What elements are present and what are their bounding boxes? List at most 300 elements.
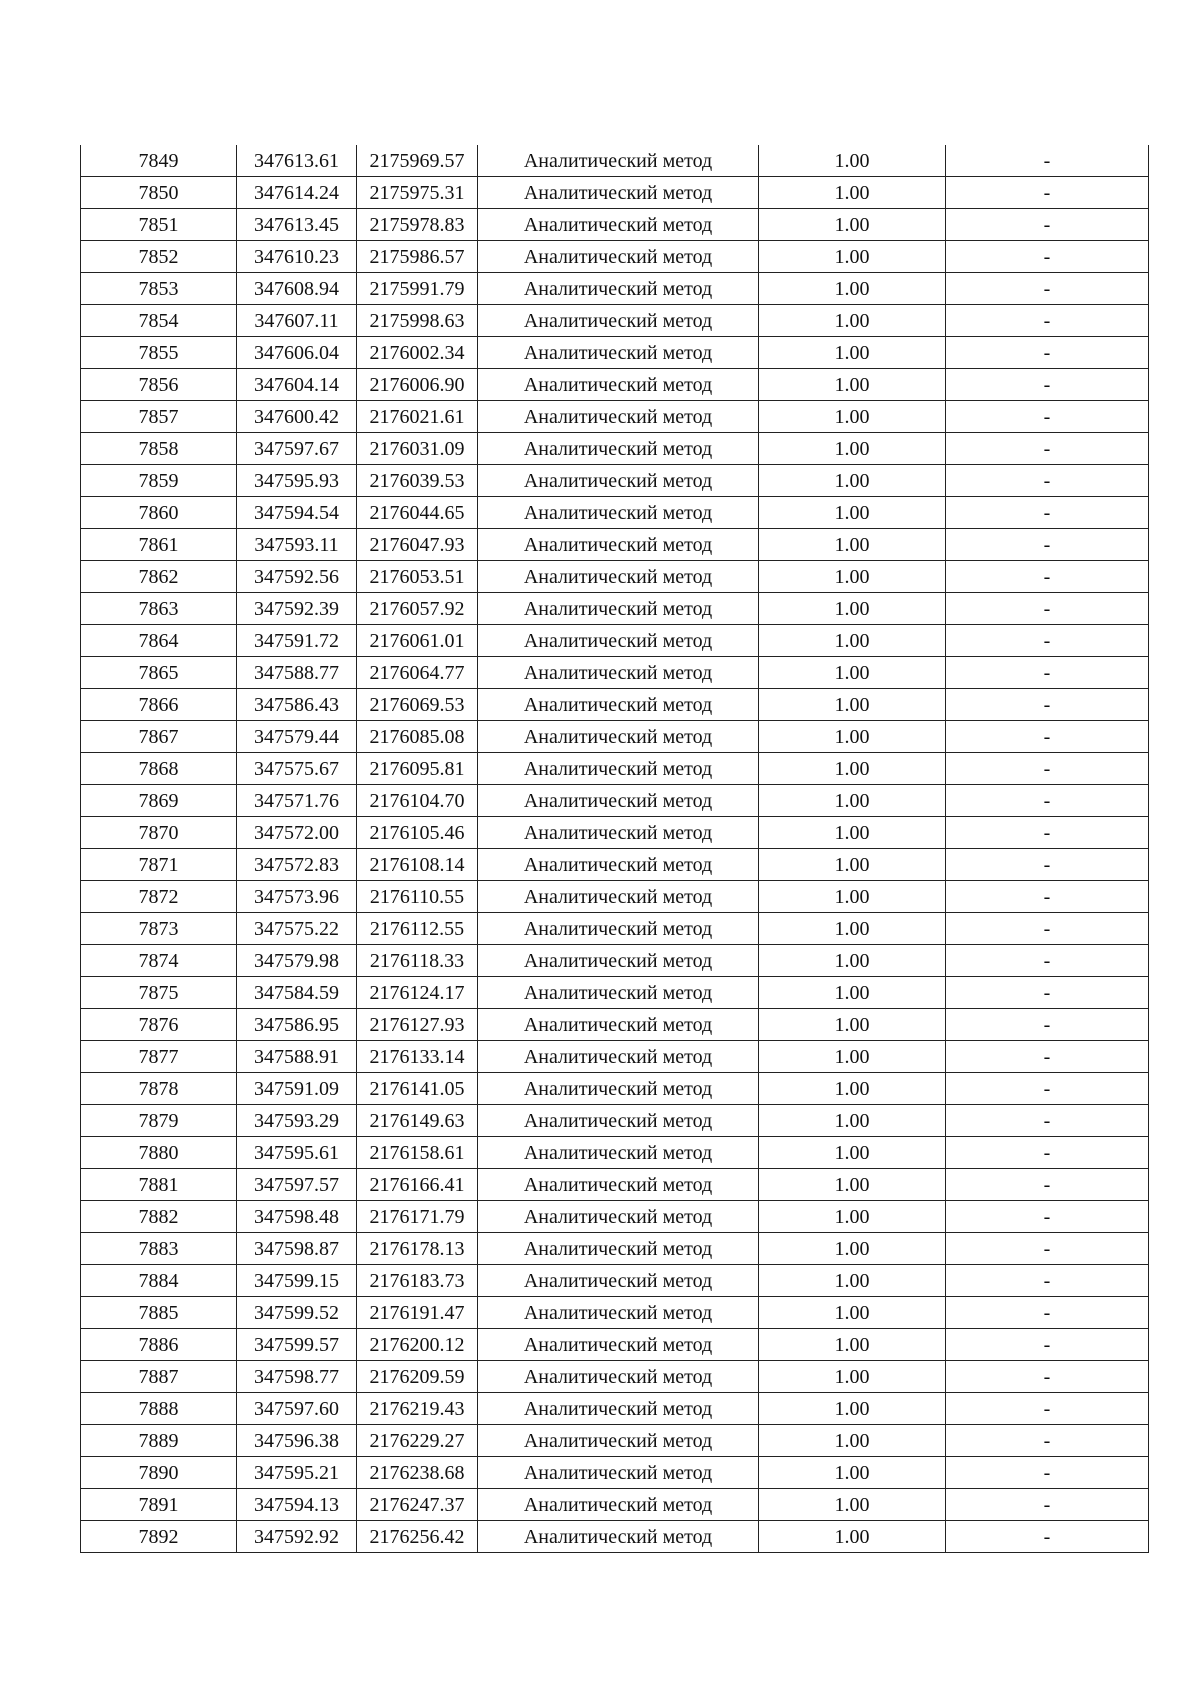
- note-cell: -: [946, 1393, 1149, 1425]
- note-cell: -: [946, 241, 1149, 273]
- y-coordinate-cell: 2176085.08: [357, 721, 478, 753]
- x-coordinate-cell: 347595.21: [237, 1457, 357, 1489]
- point-number-cell: 7887: [81, 1361, 237, 1393]
- point-number-cell: 7880: [81, 1137, 237, 1169]
- y-coordinate-cell: 2176171.79: [357, 1201, 478, 1233]
- table-row: [81, 1009, 1149, 1041]
- point-number-cell: 7874: [81, 945, 237, 977]
- method-cell: Аналитический метод: [478, 689, 759, 721]
- method-cell: Аналитический метод: [478, 1329, 759, 1361]
- point-number-cell: 7883: [81, 1233, 237, 1265]
- x-coordinate-cell: 347592.92: [237, 1521, 357, 1553]
- accuracy-cell: 1.00: [759, 337, 946, 369]
- method-cell: Аналитический метод: [478, 1233, 759, 1265]
- y-coordinate-cell: 2176256.42: [357, 1521, 478, 1553]
- table-row: [81, 1041, 1149, 1073]
- note-cell: -: [946, 1137, 1149, 1169]
- table-row: [81, 945, 1149, 977]
- method-cell: Аналитический метод: [478, 1521, 759, 1553]
- accuracy-cell: 1.00: [759, 497, 946, 529]
- y-coordinate-cell: 2176047.93: [357, 529, 478, 561]
- y-coordinate-cell: 2176064.77: [357, 657, 478, 689]
- table-row: [81, 177, 1149, 209]
- x-coordinate-cell: 347572.83: [237, 849, 357, 881]
- coordinates-table: [80, 145, 1149, 1553]
- accuracy-cell: 1.00: [759, 1425, 946, 1457]
- table-row: [81, 1457, 1149, 1489]
- method-cell: Аналитический метод: [478, 1265, 759, 1297]
- point-number-cell: 7856: [81, 369, 237, 401]
- point-number-cell: 7851: [81, 209, 237, 241]
- point-number-cell: 7860: [81, 497, 237, 529]
- point-number-cell: 7861: [81, 529, 237, 561]
- table-row: [81, 401, 1149, 433]
- note-cell: -: [946, 1233, 1149, 1265]
- table-row: [81, 433, 1149, 465]
- note-cell: -: [946, 529, 1149, 561]
- point-number-cell: 7885: [81, 1297, 237, 1329]
- accuracy-cell: 1.00: [759, 913, 946, 945]
- x-coordinate-cell: 347599.52: [237, 1297, 357, 1329]
- x-coordinate-cell: 347599.15: [237, 1265, 357, 1297]
- point-number-cell: 7876: [81, 1009, 237, 1041]
- x-coordinate-cell: 347595.93: [237, 465, 357, 497]
- method-cell: Аналитический метод: [478, 817, 759, 849]
- accuracy-cell: 1.00: [759, 241, 946, 273]
- note-cell: -: [946, 1105, 1149, 1137]
- x-coordinate-cell: 347598.48: [237, 1201, 357, 1233]
- method-cell: Аналитический метод: [478, 465, 759, 497]
- accuracy-cell: 1.00: [759, 657, 946, 689]
- y-coordinate-cell: 2176118.33: [357, 945, 478, 977]
- point-number-cell: 7881: [81, 1169, 237, 1201]
- table-row: [81, 1425, 1149, 1457]
- method-cell: Аналитический метод: [478, 1201, 759, 1233]
- method-cell: Аналитический метод: [478, 529, 759, 561]
- table-row: [81, 1265, 1149, 1297]
- y-coordinate-cell: 2176127.93: [357, 1009, 478, 1041]
- x-coordinate-cell: 347586.43: [237, 689, 357, 721]
- point-number-cell: 7882: [81, 1201, 237, 1233]
- x-coordinate-cell: 347598.77: [237, 1361, 357, 1393]
- x-coordinate-cell: 347607.11: [237, 305, 357, 337]
- table-row: [81, 561, 1149, 593]
- y-coordinate-cell: 2176149.63: [357, 1105, 478, 1137]
- note-cell: -: [946, 1521, 1149, 1553]
- method-cell: Аналитический метод: [478, 945, 759, 977]
- method-cell: Аналитический метод: [478, 657, 759, 689]
- method-cell: Аналитический метод: [478, 1393, 759, 1425]
- accuracy-cell: 1.00: [759, 209, 946, 241]
- x-coordinate-cell: 347610.23: [237, 241, 357, 273]
- accuracy-cell: 1.00: [759, 1009, 946, 1041]
- y-coordinate-cell: 2176200.12: [357, 1329, 478, 1361]
- note-cell: -: [946, 497, 1149, 529]
- table-row: [81, 721, 1149, 753]
- accuracy-cell: 1.00: [759, 785, 946, 817]
- accuracy-cell: 1.00: [759, 1105, 946, 1137]
- x-coordinate-cell: 347604.14: [237, 369, 357, 401]
- accuracy-cell: 1.00: [759, 273, 946, 305]
- point-number-cell: 7868: [81, 753, 237, 785]
- note-cell: -: [946, 913, 1149, 945]
- note-cell: -: [946, 657, 1149, 689]
- method-cell: Аналитический метод: [478, 1489, 759, 1521]
- note-cell: -: [946, 177, 1149, 209]
- x-coordinate-cell: 347588.77: [237, 657, 357, 689]
- point-number-cell: 7889: [81, 1425, 237, 1457]
- point-number-cell: 7867: [81, 721, 237, 753]
- accuracy-cell: 1.00: [759, 1041, 946, 1073]
- note-cell: -: [946, 1041, 1149, 1073]
- x-coordinate-cell: 347588.91: [237, 1041, 357, 1073]
- table-row: [81, 753, 1149, 785]
- accuracy-cell: 1.00: [759, 881, 946, 913]
- note-cell: -: [946, 1169, 1149, 1201]
- table-row: [81, 849, 1149, 881]
- x-coordinate-cell: 347575.67: [237, 753, 357, 785]
- accuracy-cell: 1.00: [759, 721, 946, 753]
- method-cell: Аналитический метод: [478, 1073, 759, 1105]
- accuracy-cell: 1.00: [759, 1361, 946, 1393]
- method-cell: Аналитический метод: [478, 753, 759, 785]
- x-coordinate-cell: 347579.98: [237, 945, 357, 977]
- y-coordinate-cell: 2176178.13: [357, 1233, 478, 1265]
- y-coordinate-cell: 2176141.05: [357, 1073, 478, 1105]
- x-coordinate-cell: 347592.56: [237, 561, 357, 593]
- note-cell: -: [946, 145, 1149, 177]
- y-coordinate-cell: 2176133.14: [357, 1041, 478, 1073]
- accuracy-cell: 1.00: [759, 1329, 946, 1361]
- method-cell: Аналитический метод: [478, 1297, 759, 1329]
- x-coordinate-cell: 347593.11: [237, 529, 357, 561]
- x-coordinate-cell: 347614.24: [237, 177, 357, 209]
- note-cell: -: [946, 945, 1149, 977]
- method-cell: Аналитический метод: [478, 401, 759, 433]
- point-number-cell: 7850: [81, 177, 237, 209]
- accuracy-cell: 1.00: [759, 1073, 946, 1105]
- table-row: [81, 1137, 1149, 1169]
- note-cell: -: [946, 689, 1149, 721]
- y-coordinate-cell: 2176247.37: [357, 1489, 478, 1521]
- note-cell: -: [946, 849, 1149, 881]
- point-number-cell: 7854: [81, 305, 237, 337]
- method-cell: Аналитический метод: [478, 1137, 759, 1169]
- note-cell: -: [946, 1073, 1149, 1105]
- method-cell: Аналитический метод: [478, 881, 759, 913]
- note-cell: -: [946, 273, 1149, 305]
- table-row: [81, 529, 1149, 561]
- x-coordinate-cell: 347593.29: [237, 1105, 357, 1137]
- note-cell: -: [946, 817, 1149, 849]
- y-coordinate-cell: 2176031.09: [357, 433, 478, 465]
- y-coordinate-cell: 2176238.68: [357, 1457, 478, 1489]
- y-coordinate-cell: 2176229.27: [357, 1425, 478, 1457]
- y-coordinate-cell: 2176044.65: [357, 497, 478, 529]
- table-row: [81, 977, 1149, 1009]
- x-coordinate-cell: 347597.60: [237, 1393, 357, 1425]
- x-coordinate-cell: 347586.95: [237, 1009, 357, 1041]
- y-coordinate-cell: 2176053.51: [357, 561, 478, 593]
- y-coordinate-cell: 2176108.14: [357, 849, 478, 881]
- table-row: [81, 913, 1149, 945]
- note-cell: -: [946, 465, 1149, 497]
- point-number-cell: 7879: [81, 1105, 237, 1137]
- point-number-cell: 7873: [81, 913, 237, 945]
- x-coordinate-cell: 347606.04: [237, 337, 357, 369]
- point-number-cell: 7852: [81, 241, 237, 273]
- y-coordinate-cell: 2175975.31: [357, 177, 478, 209]
- y-coordinate-cell: 2176021.61: [357, 401, 478, 433]
- x-coordinate-cell: 347599.57: [237, 1329, 357, 1361]
- accuracy-cell: 1.00: [759, 529, 946, 561]
- note-cell: -: [946, 1425, 1149, 1457]
- table-row: [81, 465, 1149, 497]
- accuracy-cell: 1.00: [759, 145, 946, 177]
- table-row: [81, 1521, 1149, 1553]
- point-number-cell: 7858: [81, 433, 237, 465]
- table-row: [81, 1105, 1149, 1137]
- table-row: [81, 145, 1149, 177]
- y-coordinate-cell: 2176069.53: [357, 689, 478, 721]
- method-cell: Аналитический метод: [478, 1361, 759, 1393]
- accuracy-cell: 1.00: [759, 177, 946, 209]
- point-number-cell: 7869: [81, 785, 237, 817]
- y-coordinate-cell: 2176183.73: [357, 1265, 478, 1297]
- point-number-cell: 7863: [81, 593, 237, 625]
- note-cell: -: [946, 1361, 1149, 1393]
- accuracy-cell: 1.00: [759, 401, 946, 433]
- accuracy-cell: 1.00: [759, 1297, 946, 1329]
- method-cell: Аналитический метод: [478, 849, 759, 881]
- table-row: [81, 657, 1149, 689]
- note-cell: -: [946, 1457, 1149, 1489]
- table-row: [81, 209, 1149, 241]
- point-number-cell: 7891: [81, 1489, 237, 1521]
- point-number-cell: 7890: [81, 1457, 237, 1489]
- note-cell: -: [946, 305, 1149, 337]
- point-number-cell: 7877: [81, 1041, 237, 1073]
- method-cell: Аналитический метод: [478, 305, 759, 337]
- accuracy-cell: 1.00: [759, 465, 946, 497]
- table-row: [81, 1073, 1149, 1105]
- accuracy-cell: 1.00: [759, 1169, 946, 1201]
- point-number-cell: 7884: [81, 1265, 237, 1297]
- note-cell: -: [946, 1297, 1149, 1329]
- method-cell: Аналитический метод: [478, 721, 759, 753]
- x-coordinate-cell: 347572.00: [237, 817, 357, 849]
- method-cell: Аналитический метод: [478, 1425, 759, 1457]
- method-cell: Аналитический метод: [478, 1105, 759, 1137]
- x-coordinate-cell: 347591.72: [237, 625, 357, 657]
- accuracy-cell: 1.00: [759, 593, 946, 625]
- y-coordinate-cell: 2176166.41: [357, 1169, 478, 1201]
- point-number-cell: 7892: [81, 1521, 237, 1553]
- method-cell: Аналитический метод: [478, 1169, 759, 1201]
- x-coordinate-cell: 347600.42: [237, 401, 357, 433]
- table-row: [81, 1329, 1149, 1361]
- note-cell: -: [946, 1201, 1149, 1233]
- note-cell: -: [946, 209, 1149, 241]
- method-cell: Аналитический метод: [478, 273, 759, 305]
- accuracy-cell: 1.00: [759, 1265, 946, 1297]
- accuracy-cell: 1.00: [759, 849, 946, 881]
- accuracy-cell: 1.00: [759, 977, 946, 1009]
- point-number-cell: 7862: [81, 561, 237, 593]
- accuracy-cell: 1.00: [759, 1457, 946, 1489]
- x-coordinate-cell: 347613.61: [237, 145, 357, 177]
- accuracy-cell: 1.00: [759, 945, 946, 977]
- note-cell: -: [946, 785, 1149, 817]
- method-cell: Аналитический метод: [478, 177, 759, 209]
- y-coordinate-cell: 2176209.59: [357, 1361, 478, 1393]
- method-cell: Аналитический метод: [478, 977, 759, 1009]
- method-cell: Аналитический метод: [478, 625, 759, 657]
- x-coordinate-cell: 347584.59: [237, 977, 357, 1009]
- accuracy-cell: 1.00: [759, 561, 946, 593]
- x-coordinate-cell: 347597.57: [237, 1169, 357, 1201]
- table-row: [81, 1169, 1149, 1201]
- point-number-cell: 7853: [81, 273, 237, 305]
- x-coordinate-cell: 347594.13: [237, 1489, 357, 1521]
- note-cell: -: [946, 721, 1149, 753]
- note-cell: -: [946, 977, 1149, 1009]
- method-cell: Аналитический метод: [478, 497, 759, 529]
- table-row: [81, 593, 1149, 625]
- method-cell: Аналитический метод: [478, 369, 759, 401]
- accuracy-cell: 1.00: [759, 753, 946, 785]
- method-cell: Аналитический метод: [478, 241, 759, 273]
- note-cell: -: [946, 593, 1149, 625]
- y-coordinate-cell: 2176061.01: [357, 625, 478, 657]
- point-number-cell: 7878: [81, 1073, 237, 1105]
- table-row: [81, 369, 1149, 401]
- point-number-cell: 7855: [81, 337, 237, 369]
- y-coordinate-cell: 2175969.57: [357, 145, 478, 177]
- method-cell: Аналитический метод: [478, 433, 759, 465]
- method-cell: Аналитический метод: [478, 1009, 759, 1041]
- y-coordinate-cell: 2176105.46: [357, 817, 478, 849]
- point-number-cell: 7865: [81, 657, 237, 689]
- x-coordinate-cell: 347598.87: [237, 1233, 357, 1265]
- accuracy-cell: 1.00: [759, 817, 946, 849]
- x-coordinate-cell: 347613.45: [237, 209, 357, 241]
- note-cell: -: [946, 337, 1149, 369]
- table-row: [81, 1393, 1149, 1425]
- table-row: [81, 1489, 1149, 1521]
- note-cell: -: [946, 433, 1149, 465]
- y-coordinate-cell: 2175978.83: [357, 209, 478, 241]
- point-number-cell: 7857: [81, 401, 237, 433]
- x-coordinate-cell: 347591.09: [237, 1073, 357, 1105]
- table-row: [81, 689, 1149, 721]
- table-row: [81, 1233, 1149, 1265]
- table-row: [81, 817, 1149, 849]
- y-coordinate-cell: 2176124.17: [357, 977, 478, 1009]
- method-cell: Аналитический метод: [478, 913, 759, 945]
- point-number-cell: 7866: [81, 689, 237, 721]
- y-coordinate-cell: 2176191.47: [357, 1297, 478, 1329]
- y-coordinate-cell: 2176002.34: [357, 337, 478, 369]
- point-number-cell: 7870: [81, 817, 237, 849]
- table-row: [81, 625, 1149, 657]
- table-row: [81, 1361, 1149, 1393]
- method-cell: Аналитический метод: [478, 561, 759, 593]
- y-coordinate-cell: 2176104.70: [357, 785, 478, 817]
- accuracy-cell: 1.00: [759, 1233, 946, 1265]
- point-number-cell: 7859: [81, 465, 237, 497]
- accuracy-cell: 1.00: [759, 1201, 946, 1233]
- note-cell: -: [946, 561, 1149, 593]
- y-coordinate-cell: 2176006.90: [357, 369, 478, 401]
- x-coordinate-cell: 347592.39: [237, 593, 357, 625]
- x-coordinate-cell: 347573.96: [237, 881, 357, 913]
- accuracy-cell: 1.00: [759, 1393, 946, 1425]
- note-cell: -: [946, 625, 1149, 657]
- method-cell: Аналитический метод: [478, 785, 759, 817]
- y-coordinate-cell: 2176158.61: [357, 1137, 478, 1169]
- table-row: [81, 497, 1149, 529]
- accuracy-cell: 1.00: [759, 1137, 946, 1169]
- y-coordinate-cell: 2175986.57: [357, 241, 478, 273]
- y-coordinate-cell: 2176057.92: [357, 593, 478, 625]
- point-number-cell: 7864: [81, 625, 237, 657]
- point-number-cell: 7872: [81, 881, 237, 913]
- method-cell: Аналитический метод: [478, 1457, 759, 1489]
- accuracy-cell: 1.00: [759, 305, 946, 337]
- note-cell: -: [946, 881, 1149, 913]
- note-cell: -: [946, 369, 1149, 401]
- method-cell: Аналитический метод: [478, 593, 759, 625]
- y-coordinate-cell: 2175991.79: [357, 273, 478, 305]
- table-row: [81, 881, 1149, 913]
- point-number-cell: 7871: [81, 849, 237, 881]
- y-coordinate-cell: 2176219.43: [357, 1393, 478, 1425]
- method-cell: Аналитический метод: [478, 1041, 759, 1073]
- table-row: [81, 785, 1149, 817]
- x-coordinate-cell: 347595.61: [237, 1137, 357, 1169]
- table-row: [81, 1201, 1149, 1233]
- note-cell: -: [946, 753, 1149, 785]
- y-coordinate-cell: 2176110.55: [357, 881, 478, 913]
- table-row: [81, 273, 1149, 305]
- x-coordinate-cell: 347575.22: [237, 913, 357, 945]
- x-coordinate-cell: 347597.67: [237, 433, 357, 465]
- table-row: [81, 305, 1149, 337]
- note-cell: -: [946, 1329, 1149, 1361]
- note-cell: -: [946, 401, 1149, 433]
- point-number-cell: 7875: [81, 977, 237, 1009]
- note-cell: -: [946, 1489, 1149, 1521]
- accuracy-cell: 1.00: [759, 625, 946, 657]
- table-row: [81, 337, 1149, 369]
- x-coordinate-cell: 347571.76: [237, 785, 357, 817]
- point-number-cell: 7849: [81, 145, 237, 177]
- x-coordinate-cell: 347594.54: [237, 497, 357, 529]
- method-cell: Аналитический метод: [478, 337, 759, 369]
- table-row: [81, 1297, 1149, 1329]
- y-coordinate-cell: 2176112.55: [357, 913, 478, 945]
- note-cell: -: [946, 1265, 1149, 1297]
- y-coordinate-cell: 2175998.63: [357, 305, 478, 337]
- x-coordinate-cell: 347579.44: [237, 721, 357, 753]
- accuracy-cell: 1.00: [759, 689, 946, 721]
- point-number-cell: 7888: [81, 1393, 237, 1425]
- accuracy-cell: 1.00: [759, 369, 946, 401]
- table-body: [81, 145, 1149, 1553]
- y-coordinate-cell: 2176095.81: [357, 753, 478, 785]
- table-row: [81, 241, 1149, 273]
